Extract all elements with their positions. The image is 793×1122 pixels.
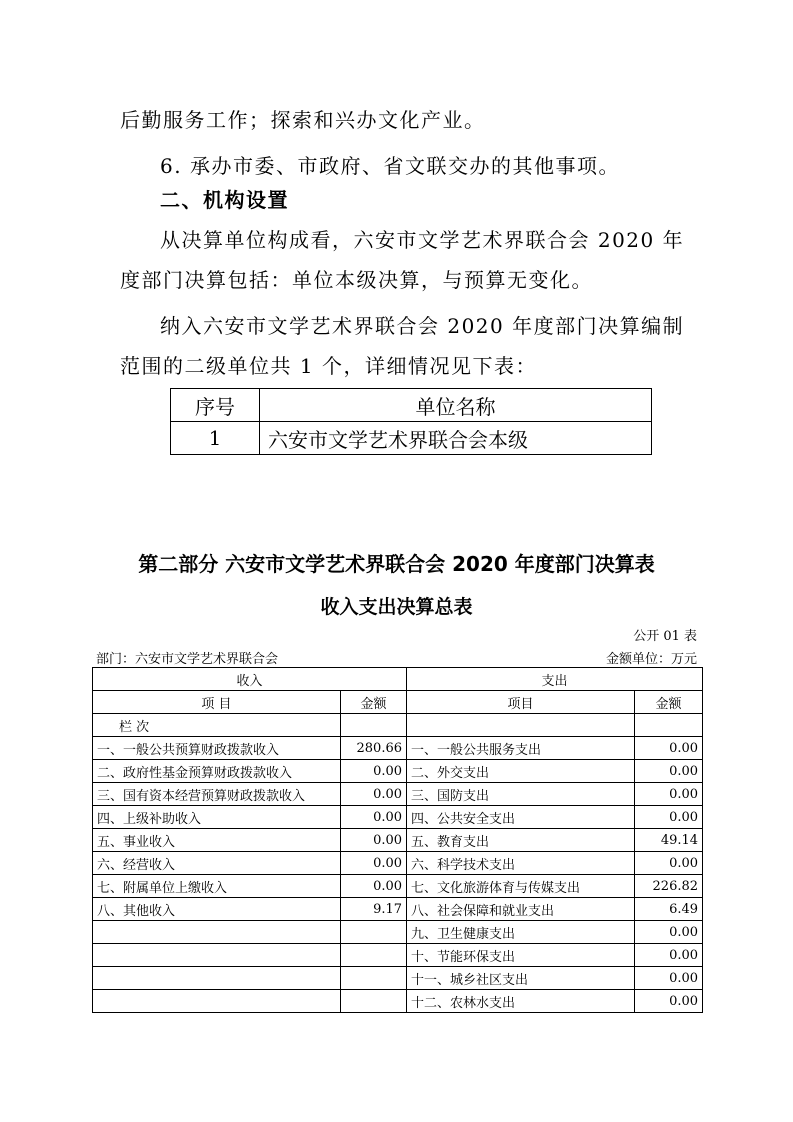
item-cell: 三、国防支出 [407,783,635,806]
amount-cell: 0.00 [341,875,407,898]
section-heading: 二、机构设置 [160,188,289,212]
table-cell [407,714,635,737]
amount-cell: 0.00 [635,737,703,760]
table-row [93,806,703,829]
paragraph: 度部门决算包括：单位本级决算，与预算无变化。 [120,268,593,292]
table-row [93,737,703,760]
item-cell: 十一、城乡社区支出 [407,967,635,990]
amount-cell: 49.14 [635,829,703,852]
table-row [93,898,703,921]
department-label: 部门：六安市文学艺术界联合会 [96,652,279,667]
amount-cell: 6.49 [635,898,703,921]
paragraph: 后勤服务工作；探索和兴办文化产业。 [120,108,486,132]
header-cell: 序号 [171,389,260,422]
item-cell: 一、一般公共预算财政拨款收入 [93,737,341,760]
amount-cell: 0.00 [341,783,407,806]
amount-cell: 0.00 [635,852,703,875]
amount-header: 金额 [635,691,703,714]
table-row [93,990,703,1013]
item-cell: 五、事业收入 [93,829,341,852]
amount-cell [341,921,407,944]
amount-cell [341,967,407,990]
item-cell: 九、卫生健康支出 [407,921,635,944]
amount-cell: 9.17 [341,898,407,921]
item-cell: 八、其他收入 [93,898,341,921]
item-cell: 四、上级补助收入 [93,806,341,829]
amount-unit: 金额单位：万元 [605,652,697,667]
table-row [93,852,703,875]
table-row [93,783,703,806]
item-cell: 五、教育支出 [407,829,635,852]
amount-cell: 0.00 [635,967,703,990]
table-header-row [93,668,703,691]
amount-cell [341,990,407,1013]
item-cell: 十二、农林水支出 [407,990,635,1013]
table-row [93,944,703,967]
header-cell: 单位名称 [260,389,652,422]
amount-cell: 0.00 [635,990,703,1013]
item-header: 项 目 [93,691,341,714]
table-row [93,921,703,944]
table-cell: 六安市文学艺术界联合会本级 [260,422,652,455]
table-row [93,967,703,990]
table-row [93,875,703,898]
item-cell [93,990,341,1013]
amount-cell: 0.00 [635,921,703,944]
table-cell: 1 [171,422,260,455]
paragraph: 6. 承办市委、市政府、省文联交办的其他事项。 [160,154,620,178]
amount-cell: 0.00 [341,852,407,875]
amount-cell: 0.00 [341,760,407,783]
table-row [93,760,703,783]
item-cell [93,944,341,967]
unit-table [170,388,652,455]
amount-cell: 280.66 [341,737,407,760]
table-header-row [171,389,652,422]
expense-header: 支出 [407,668,703,691]
amount-cell: 226.82 [635,875,703,898]
amount-cell: 0.00 [635,760,703,783]
item-cell: 六、经营收入 [93,852,341,875]
paragraph: 范围的二级单位共 1 个，详细情况见下表： [120,354,537,378]
income-header: 收入 [93,668,407,691]
item-cell: 七、文化旅游体育与传媒支出 [407,875,635,898]
item-cell: 二、外交支出 [407,760,635,783]
form-number: 公开 01 表 [633,629,697,644]
item-cell: 一、一般公共服务支出 [407,737,635,760]
income-expense-table [92,667,703,1013]
item-header: 项目 [407,691,635,714]
row-label: 栏 次 [93,714,341,737]
table-title: 收入支出决算总表 [320,596,473,618]
amount-header: 金额 [341,691,407,714]
table-header-row [93,691,703,714]
table-row [93,829,703,852]
paragraph: 纳入六安市文学艺术界联合会 2020 年度部门决算编制 [160,314,685,338]
item-cell: 十、节能环保支出 [407,944,635,967]
amount-cell [341,944,407,967]
table-cell [341,714,407,737]
amount-cell: 0.00 [341,829,407,852]
paragraph: 从决算单位构成看，六安市文学艺术界联合会 2020 年 [160,228,685,252]
item-cell: 八、社会保障和就业支出 [407,898,635,921]
item-cell: 六、科学技术支出 [407,852,635,875]
item-cell [93,921,341,944]
item-cell: 三、国有资本经营预算财政拨款收入 [93,783,341,806]
table-row [171,422,652,455]
item-cell: 二、政府性基金预算财政拨款收入 [93,760,341,783]
amount-cell: 0.00 [635,806,703,829]
table-row [93,714,703,737]
amount-cell: 0.00 [341,806,407,829]
item-cell [93,967,341,990]
amount-cell: 0.00 [635,944,703,967]
part-title: 第二部分 六安市文学艺术界联合会 2020 年度部门决算表 [138,552,655,576]
table-cell [635,714,703,737]
item-cell: 四、公共安全支出 [407,806,635,829]
item-cell: 七、附属单位上缴收入 [93,875,341,898]
amount-cell: 0.00 [635,783,703,806]
